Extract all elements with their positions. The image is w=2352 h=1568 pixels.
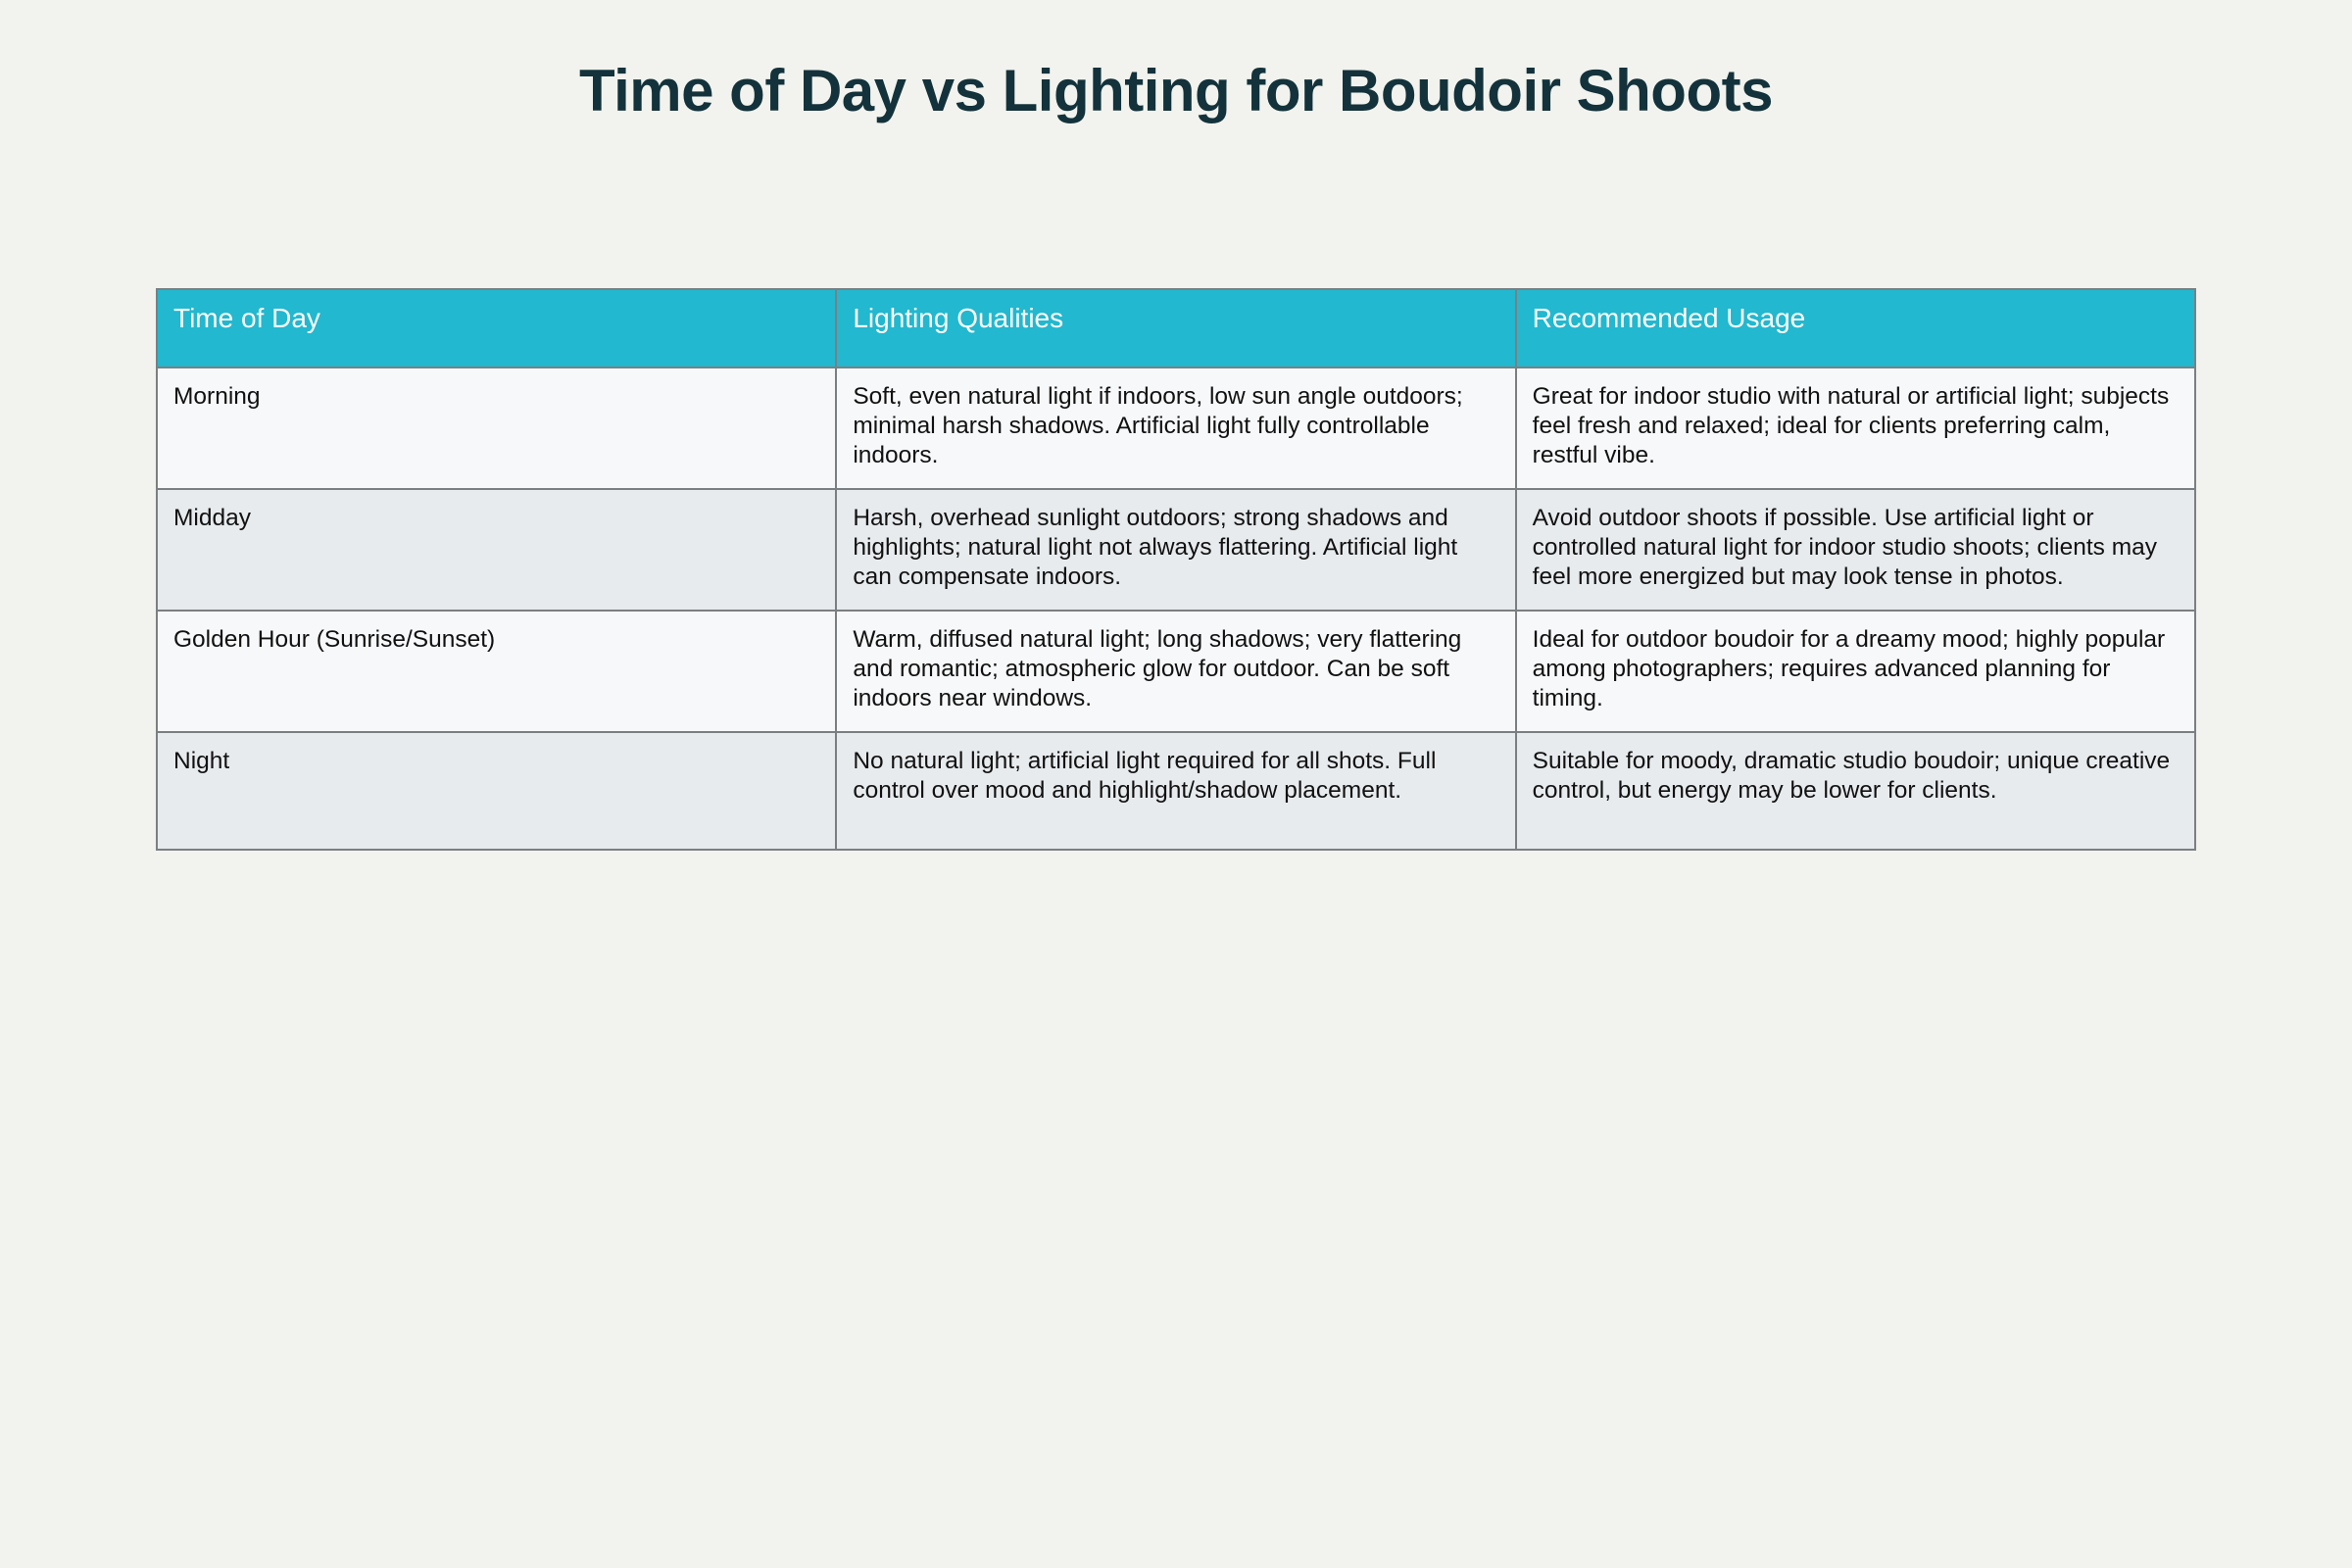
table-header-row <box>157 289 2195 368</box>
table-cell-recommended-usage: Ideal for outdoor boudoir for a dreamy mood; highly popular among photographers; requires advanced planning for timing. <box>1516 611 2195 732</box>
column-header-recommended-usage: Recommended Usage <box>1516 289 2195 368</box>
table-cell-time-of-day: Midday <box>157 489 836 611</box>
table-cell-recommended-usage: Great for indoor studio with natural or artificial light; subjects feel fresh and relaxed; ideal for clients preferring calm, restful vibe. <box>1516 368 2195 489</box>
table-cell-lighting-qualities: Warm, diffused natural light; long shadows; very flattering and romantic; atmospheric glow for outdoor. Can be soft indoors near windows. <box>836 611 1515 732</box>
column-header-time-of-day: Time of Day <box>157 289 836 368</box>
table-cell-lighting-qualities: Soft, even natural light if indoors, low sun angle outdoors; minimal harsh shadows. Artificial light fully controllable indoors. <box>836 368 1515 489</box>
table-row <box>157 489 2195 611</box>
table-cell-recommended-usage: Suitable for moody, dramatic studio boudoir; unique creative control, but energy may be lower for clients. <box>1516 732 2195 850</box>
table-row <box>157 611 2195 732</box>
table-cell-recommended-usage: Avoid outdoor shoots if possible. Use artificial light or controlled natural light for indoor studio shoots; clients may feel more energized but may look tense in photos. <box>1516 489 2195 611</box>
table-cell-time-of-day: Morning <box>157 368 836 489</box>
table-cell-time-of-day: Night <box>157 732 836 850</box>
table-row <box>157 732 2195 850</box>
data-table-container <box>156 288 2196 851</box>
table-cell-lighting-qualities: No natural light; artificial light required for all shots. Full control over mood and highlight/shadow placement. <box>836 732 1515 850</box>
table-cell-lighting-qualities: Harsh, overhead sunlight outdoors; strong shadows and highlights; natural light not always flattering. Artificial light can compensate indoors. <box>836 489 1515 611</box>
page-title: Time of Day vs Lighting for Boudoir Shoots <box>579 58 1773 123</box>
data-table <box>156 288 2196 851</box>
column-header-lighting-qualities: Lighting Qualities <box>836 289 1515 368</box>
table-row <box>157 368 2195 489</box>
table-cell-time-of-day: Golden Hour (Sunrise/Sunset) <box>157 611 836 732</box>
